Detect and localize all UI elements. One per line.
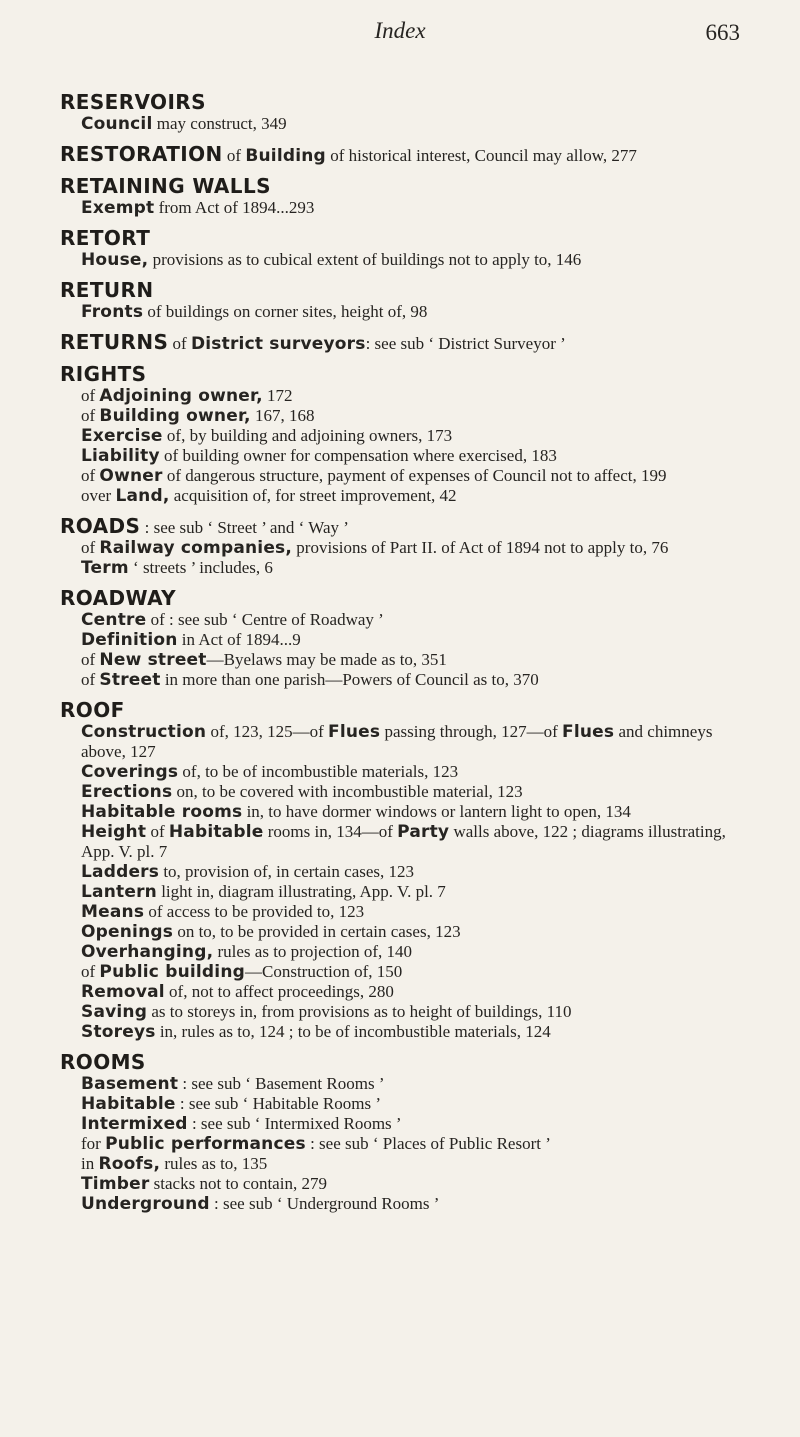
subentry-prefix: of xyxy=(81,406,100,425)
subentry xyxy=(60,198,765,218)
heading-text: : see sub ‘ Street ’ and ‘ Way ’ xyxy=(140,518,349,537)
subentry-keyword: Land, xyxy=(115,486,170,506)
entry-restoration xyxy=(60,142,765,166)
subentry xyxy=(60,1114,765,1134)
entry-retort xyxy=(60,226,765,270)
entry-returns xyxy=(60,330,765,354)
subentry-keyword: Ladders xyxy=(81,862,160,882)
subentry xyxy=(60,386,765,406)
heading-text: of historical interest, Council may allow, 277 xyxy=(325,146,637,165)
entry-heading: RESTORATION xyxy=(60,142,223,166)
subentry-prefix: of xyxy=(81,962,100,981)
subentry xyxy=(60,1154,765,1174)
entry-heading: ROADS xyxy=(60,514,141,538)
entry-heading: RIGHTS xyxy=(60,362,147,386)
subentry-text: of : see sub ‘ Centre of Roadway ’ xyxy=(146,610,384,629)
subentry-prefix: over xyxy=(81,486,116,505)
subentry-text: in, to have dormer windows or lantern light to open, 134 xyxy=(242,802,631,821)
subentry-text: in Act of 1894...9 xyxy=(177,630,301,649)
subentry-keyword: Liability xyxy=(81,446,160,466)
subentry xyxy=(60,610,765,630)
subentry xyxy=(60,822,765,862)
subentry xyxy=(60,802,765,822)
subentry-text: : see sub ‘ Intermixed Rooms ’ xyxy=(187,1114,402,1133)
subentry-text: on to, to be provided in certain cases, 123 xyxy=(173,922,461,941)
page-number: 663 xyxy=(705,20,740,45)
entry-heading-line xyxy=(60,142,765,166)
heading-keyword: District surveyors xyxy=(190,334,366,354)
subentry-text: from Act of 1894...293 xyxy=(154,198,315,217)
entry-roof xyxy=(60,698,765,1042)
entry-heading-line xyxy=(60,514,765,538)
subentry xyxy=(60,762,765,782)
subentry-text: of dangerous structure, payment of expenses of Council not to affect, 199 xyxy=(162,466,667,485)
subentry xyxy=(60,982,765,1002)
entry-heading: RETAINING WALLS xyxy=(60,174,271,198)
subentry-text: provisions of Part II. of Act of 1894 not to apply to, 76 xyxy=(292,538,669,557)
entry-roads xyxy=(60,514,765,578)
running-title: Index xyxy=(374,18,426,43)
subentry xyxy=(60,1134,765,1154)
subentry-keyword: Lantern xyxy=(81,882,157,902)
subentry-keyword: Storeys xyxy=(81,1022,156,1042)
heading-text: of xyxy=(222,146,246,165)
subentry xyxy=(60,406,765,426)
subentry xyxy=(60,902,765,922)
subentry-keyword: Exempt xyxy=(81,198,155,218)
subentry xyxy=(60,446,765,466)
subentry xyxy=(60,1022,765,1042)
subentry-keyword: Centre xyxy=(81,610,147,630)
entry-heading: RETURN xyxy=(60,278,154,302)
subentry-keyword: Construction xyxy=(81,722,207,742)
subentry-keyword: Habitable xyxy=(168,822,264,842)
subentry xyxy=(60,426,765,446)
subentry-text: passing through, 127—of xyxy=(380,722,563,741)
entry-reservoirs xyxy=(60,90,765,134)
subentry-text: of, 123, 125—of xyxy=(206,722,329,741)
subentry xyxy=(60,466,765,486)
subentry-keyword: Fronts xyxy=(81,302,144,322)
subentry-keyword: Removal xyxy=(81,982,165,1002)
subentry xyxy=(60,1002,765,1022)
subentry-text: of buildings on corner sites, height of, 98 xyxy=(143,302,428,321)
subentry-keyword: Roofs, xyxy=(98,1154,161,1174)
subentry-text: rooms in, 134—of xyxy=(263,822,398,841)
subentry-text: on, to be covered with incombustible material, 123 xyxy=(172,782,523,801)
subentry xyxy=(60,558,765,578)
subentry-text: as to storeys in, from provisions as to height of buildings, 110 xyxy=(147,1002,572,1021)
heading-keyword: Building xyxy=(245,146,326,166)
subentry-text: : see sub ‘ Basement Rooms ’ xyxy=(178,1074,385,1093)
entry-heading: RETURNS xyxy=(60,330,169,354)
subentry-text: walls above, 122 ; diagrams illustrating, App. V. pl. 7 xyxy=(81,822,726,861)
subentry-text: and chimneys above, 127 xyxy=(81,722,713,761)
subentry-keyword: New street xyxy=(99,650,207,670)
subentry xyxy=(60,650,765,670)
subentry-text: ‘ streets ’ includes, 6 xyxy=(128,558,273,577)
subentry xyxy=(60,250,765,270)
subentry-keyword: Council xyxy=(81,114,153,134)
entry-roadway xyxy=(60,586,765,690)
entry-heading: ROADWAY xyxy=(60,586,176,610)
subentry-keyword: Habitable rooms xyxy=(81,802,243,822)
index-content xyxy=(60,90,765,1222)
subentry-keyword: Coverings xyxy=(81,762,179,782)
subentry-prefix: for xyxy=(81,1134,106,1153)
subentry-text: of xyxy=(146,822,169,841)
entry-return xyxy=(60,278,765,322)
subentry-keyword: Owner xyxy=(99,466,163,486)
subentry-keyword: Intermixed xyxy=(81,1114,188,1134)
subentry-prefix: of xyxy=(81,670,100,689)
subentry-text: stacks not to contain, 279 xyxy=(149,1174,327,1193)
subentry xyxy=(60,922,765,942)
subentry-text: provisions as to cubical extent of buildings not to apply to, 146 xyxy=(148,250,582,269)
subentry-keyword: Height xyxy=(81,822,147,842)
entry-heading: RESERVOIRS xyxy=(60,90,206,114)
subentry xyxy=(60,1074,765,1094)
subentry-text: of, to be of incombustible materials, 123 xyxy=(178,762,459,781)
subentry-keyword: Street xyxy=(99,670,161,690)
subentry-keyword: Means xyxy=(81,902,145,922)
subentry xyxy=(60,1194,765,1214)
subentry-prefix: of xyxy=(81,386,100,405)
subentry-text: —Byelaws may be made as to, 351 xyxy=(206,650,447,669)
subentry-text: of access to be provided to, 123 xyxy=(144,902,365,921)
subentry-text: in, rules as to, 124 ; to be of incombustible materials, 124 xyxy=(155,1022,551,1041)
subentry xyxy=(60,1174,765,1194)
subentry-text: rules as to projection of, 140 xyxy=(213,942,413,961)
entry-rights xyxy=(60,362,765,506)
subentry-keyword: Timber xyxy=(81,1174,150,1194)
entry-heading: ROOF xyxy=(60,698,125,722)
subentry xyxy=(60,114,765,134)
subentry xyxy=(60,942,765,962)
subentry-keyword: Exercise xyxy=(81,426,163,446)
subentry-text: of building owner for compensation where exercised, 183 xyxy=(159,446,557,465)
subentry-text: light in, diagram illustrating, App. V. pl. 7 xyxy=(156,882,446,901)
subentry-text: acquisition of, for street improvement, 42 xyxy=(169,486,457,505)
subentry-text: rules as to, 135 xyxy=(160,1154,268,1173)
subentry-keyword: Definition xyxy=(81,630,178,650)
subentry-keyword: Basement xyxy=(81,1074,179,1094)
subentry-prefix: in xyxy=(81,1154,99,1173)
subentry xyxy=(60,630,765,650)
subentry-text: may construct, 349 xyxy=(152,114,287,133)
subentry xyxy=(60,1094,765,1114)
subentry xyxy=(60,962,765,982)
subentry-keyword: Adjoining owner, xyxy=(99,386,263,406)
subentry-keyword: Flues xyxy=(562,722,615,742)
subentry-keyword: Habitable xyxy=(81,1094,176,1114)
subentry-keyword: Underground xyxy=(81,1194,210,1214)
entry-rooms xyxy=(60,1050,765,1214)
subentry-text: in more than one parish—Powers of Council as to, 370 xyxy=(160,670,539,689)
running-head xyxy=(0,18,800,58)
entry-retaining-walls xyxy=(60,174,765,218)
subentry-keyword: Building owner, xyxy=(99,406,251,426)
subentry-keyword: Overhanging, xyxy=(81,942,214,962)
subentry-text: : see sub ‘ Habitable Rooms ’ xyxy=(175,1094,382,1113)
subentry xyxy=(60,722,765,762)
subentry xyxy=(60,538,765,558)
subentry-keyword: House, xyxy=(81,250,149,270)
subentry xyxy=(60,670,765,690)
subentry-text: to, provision of, in certain cases, 123 xyxy=(159,862,415,881)
subentry-prefix: of xyxy=(81,538,100,557)
subentry-keyword: Erections xyxy=(81,782,173,802)
subentry-text: : see sub ‘ Places of Public Resort ’ xyxy=(305,1134,551,1153)
subentry-text: : see sub ‘ Underground Rooms ’ xyxy=(209,1194,440,1213)
subentry-text: 167, 168 xyxy=(250,406,315,425)
subentry-keyword: Saving xyxy=(81,1002,148,1022)
subentry xyxy=(60,782,765,802)
entry-heading: ROOMS xyxy=(60,1050,146,1074)
subentry-keyword: Party xyxy=(397,822,450,842)
subentry xyxy=(60,882,765,902)
heading-text: : see sub ‘ District Surveyor ’ xyxy=(365,334,566,353)
entry-heading-line xyxy=(60,330,765,354)
subentry-keyword: Term xyxy=(81,558,129,578)
subentry-keyword: Public performances xyxy=(105,1134,306,1154)
subentry xyxy=(60,302,765,322)
subentry xyxy=(60,486,765,506)
subentry-text: of, not to affect proceedings, 280 xyxy=(164,982,394,1001)
subentry-keyword: Openings xyxy=(81,922,174,942)
subentry-text: 172 xyxy=(262,386,293,405)
subentry-text: of, by building and adjoining owners, 173 xyxy=(162,426,453,445)
subentry-keyword: Flues xyxy=(328,722,381,742)
subentry-keyword: Railway companies, xyxy=(99,538,293,558)
subentry-prefix: of xyxy=(81,466,100,485)
subentry-text: —Construction of, 150 xyxy=(245,962,403,981)
entry-heading: RETORT xyxy=(60,226,151,250)
subentry-prefix: of xyxy=(81,650,100,669)
heading-text: of xyxy=(168,334,191,353)
subentry xyxy=(60,862,765,882)
subentry-keyword: Public building xyxy=(99,962,245,982)
